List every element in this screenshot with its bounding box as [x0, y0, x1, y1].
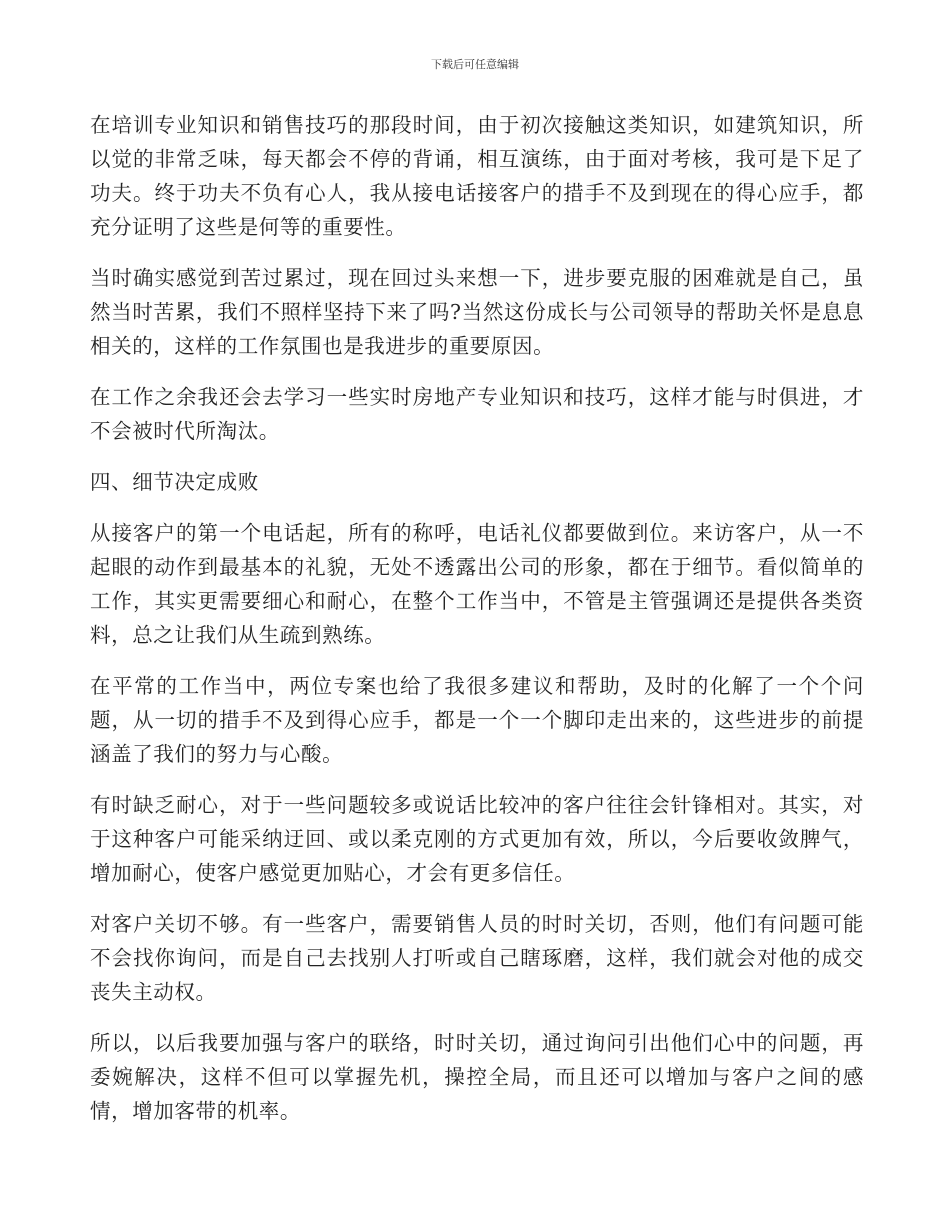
section-heading-details: 四、细节决定成败	[90, 470, 259, 494]
document-body	[90, 108, 864, 1145]
paragraph-training: 在培训专业知识和销售技巧的那段时间，由于初次接触这类知识，如建筑知识，所以觉的非常乏味，每天都会不停的背诵，相互演练，由于面对考核，我可是下足了功夫。终于功夫不负有心人，我从接电话接客户的措手不及到现在的得心应手，都充分证明了这些是何等的重要性。	[90, 113, 864, 239]
paragraph-hardship: 当时确实感觉到苦过累过，现在回过头来想一下，进步要克服的困难就是自己，虽然当时苦累，我们不照样坚持下来了吗?当然这份成长与公司领导的帮助关怀是息息相关的，这样的工作氛围也是我进步的重要原因。	[90, 266, 864, 358]
paragraph-patience: 有时缺乏耐心，对于一些问题较多或说话比较冲的客户往往会针锋相对。其实，对于这种客户可能采纳迂回、或以柔克刚的方式更加有效，所以，今后要收敛脾气，增加耐心，使客户感觉更加贴心，才会有更多信任。	[90, 793, 864, 885]
paragraph-etiquette: 从接客户的第一个电话起，所有的称呼，电话礼仪都要做到位。来访客户，从一不起眼的动作到最基本的礼貌，无处不透露出公司的形象，都在于细节。看似简单的工作，其实更需要细心和耐心，在整个工作当中，不管是主管强调还是提供各类资料，总之让我们从生疏到熟练。	[90, 521, 864, 647]
paragraph-care: 对客户关切不够。有一些客户，需要销售人员的时时关切，否则，他们有问题可能不会找你询问，而是自己去找别人打听或自己瞎琢磨，这样，我们就会对他的成交丧失主动权。	[90, 912, 864, 1004]
page-header: 下载后可任意编辑	[431, 58, 519, 71]
paragraph-study: 在工作之余我还会去学习一些实时房地产专业知识和技巧，这样才能与时俱进，才不会被时代所淘汰。	[90, 385, 864, 443]
paragraph-contact: 所以，以后我要加强与客户的联络，时时关切，通过询问引出他们心中的问题，再委婉解决，这样不但可以掌握先机，操控全局，而且还可以增加与客户之间的感情，增加客带的机率。	[90, 1031, 864, 1123]
paragraph-help: 在平常的工作当中，两位专案也给了我很多建议和帮助，及时的化解了一个个问题，从一切的措手不及到得心应手，都是一个一个脚印走出来的，这些进步的前提涵盖了我们的努力与心酸。	[90, 674, 864, 766]
